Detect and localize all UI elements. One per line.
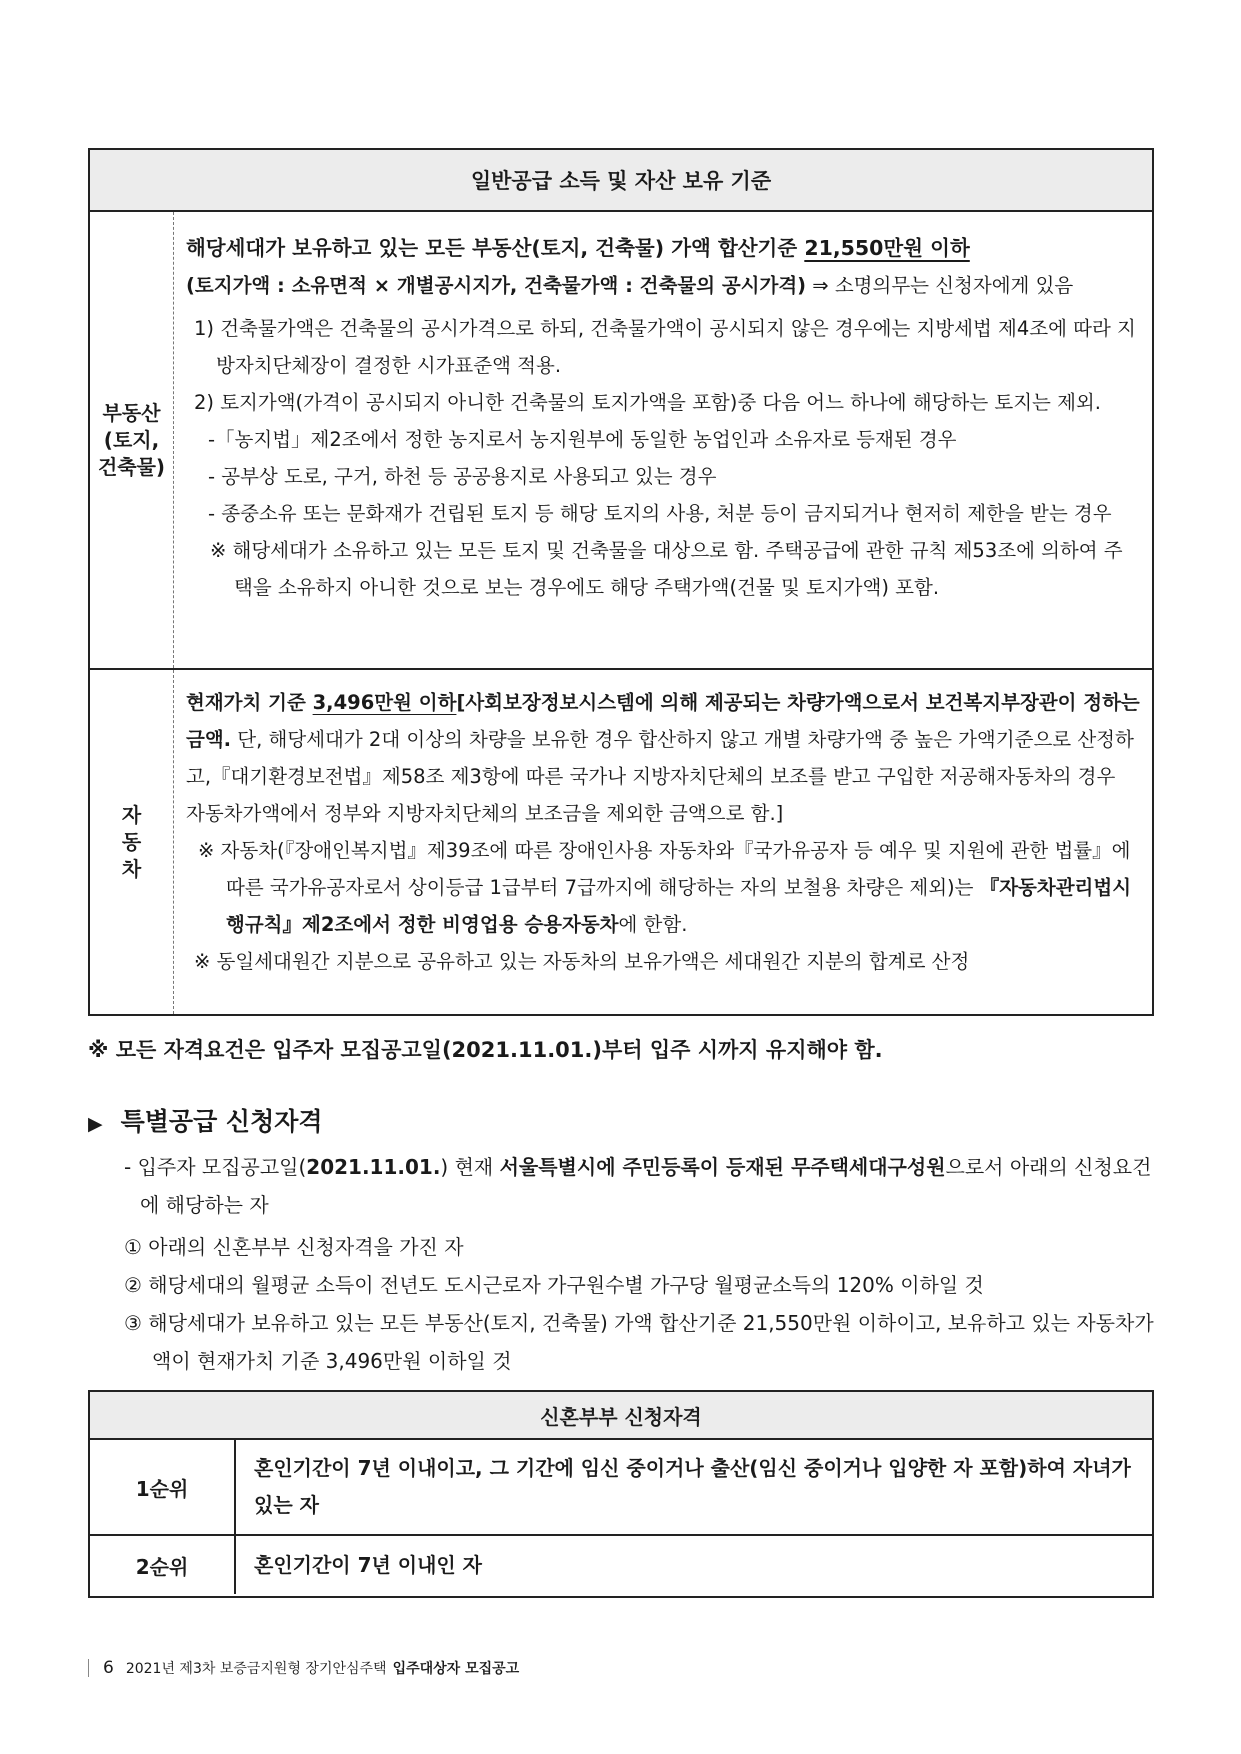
realestate-sub-3: - 종중소유 또는 문화재가 건립된 토지 등 해당 토지의 사용, 처분 등이 금지되거나 현저히 제한을 받는 경우 xyxy=(208,502,1112,525)
section-body xyxy=(124,1148,1159,1380)
realestate-main: 해당세대가 보유하고 있는 모든 부동산(토지, 건축물) 가액 합산기준 21,550만원 이하 xyxy=(186,236,970,260)
section-intro: - 입주자 모집공고일(2021.11.01.) 현재 서울특별시에 주민등록이 등재된 무주택세대구성원으로서 아래의 신청요건에 해당하는 자 xyxy=(124,1155,1152,1217)
page-footer xyxy=(88,1658,519,1678)
triangle-icon: ▶ xyxy=(88,1113,103,1135)
footer-divider xyxy=(88,1659,89,1677)
realestate-label: 부동산 (토지, 건축물) xyxy=(90,212,174,668)
car-main: 현재가치 기준 3,496만원 이하[사회보장정보시스템에 의해 제공되는 차량가액으로서 보건복지부장관이 정하는 금액. 단, 해당세대가 2대 이상의 차량을 보유한 경우 합산하지 않고 개별 차량가액 중 높은 가액기준으로 산정하고,『대기환경보전법』제58조 제3항에 따른 국가나 지방자치단체의 보조를 받고 구입한 저공해자동차의 경우 자동차가액에서 정부와 지방자치단체의 보조금을 제외한 금액으로 함.] xyxy=(186,691,1140,825)
section-item-3: ③ 해당세대가 보유하고 있는 모든 부동산(토지, 건축물) 가액 합산기준 21,550만원 이하이고, 보유하고 있는 자동차가액이 현재가치 기준 3,496만원 이하일 것 xyxy=(124,1311,1154,1373)
section-title: ▶ 특별공급 신청자격 xyxy=(88,1107,323,1136)
realestate-sub-2: - 공부상 도로, 구거, 하천 등 공공용지로 사용되고 있는 경우 xyxy=(208,465,717,488)
footer-title-bold: 입주대상자 모집공고 xyxy=(392,1661,520,1677)
page-number: 6 xyxy=(103,1658,114,1678)
realestate-content xyxy=(174,212,1152,668)
realestate-item-2: 2) 토지가액(가격이 공시되지 아니한 건축물의 토지가액을 포함)중 다음 어느 하나에 해당하는 토지는 제외. xyxy=(194,391,1101,414)
car-note-2: ※ 동일세대원간 지분으로 공유하고 있는 자동차의 보유가액은 세대원간 지분의 합계로 산정 xyxy=(194,950,970,973)
car-row xyxy=(90,670,1152,1014)
table-row xyxy=(90,1440,1152,1536)
realestate-item-1: 1) 건축물가액은 건축물의 공시가격으로 하되, 건축물가액이 공시되지 않은 경우에는 지방세법 제4조에 따라 지방자치단체장이 결정한 시가표준액 적용. xyxy=(194,317,1136,377)
car-note-1: ※ 자동차(『장애인복지법』제39조에 따른 장애인사용 자동차와『국가유공자 등 예우 및 지원에 관한 법률』에 따른 국가유공자로서 상이등급 1급부터 7급까지에 해당하는 자의 보철용 차량은 제외)는 『자동차관리법시행규칙』제2조에서 정한 비영업용 승용자동차에 한함. xyxy=(198,839,1132,936)
realestate-row xyxy=(90,212,1152,670)
footer-title: 2021년 제3차 보증금지원형 장기안심주택 xyxy=(125,1661,387,1677)
criteria-cell: 혼인기간이 7년 이내인 자 xyxy=(254,1552,483,1577)
rank-cell: 1순위 xyxy=(90,1440,236,1534)
table-row xyxy=(90,1536,1152,1594)
section-item-2: ② 해당세대의 월평균 소득이 전년도 도시근로자 가구원수별 가구당 월평균소득의 120% 이하일 것 xyxy=(124,1273,984,1297)
table-header: 일반공급 소득 및 자산 보유 기준 xyxy=(90,150,1152,212)
realestate-note: ※ 해당세대가 소유하고 있는 모든 토지 및 건축물을 대상으로 함. 주택공급에 관한 규칙 제53조에 의하여 주택을 소유하지 아니한 것으로 보는 경우에도 해당 주택가액(건물 및 토지가액) 포함. xyxy=(210,539,1123,599)
realestate-sub-1: -「농지법」제2조에서 정한 농지로서 농지원부에 동일한 농업인과 소유자로 등재된 경우 xyxy=(208,428,957,451)
realestate-formula: (토지가액 : 소유면적 × 개별공시지가, 건축물가액 : 건축물의 공시가격) ⇒ 소명의무는 신청자에게 있음 xyxy=(186,274,1074,297)
newlywed-qualification-table xyxy=(88,1390,1154,1598)
qualification-notice: ※ 모든 자격요건은 입주자 모집공고일(2021.11.01.)부터 입주 시까지 유지해야 함. xyxy=(88,1038,883,1062)
table-header: 신혼부부 신청자격 xyxy=(90,1392,1152,1440)
income-asset-criteria-table xyxy=(88,148,1154,1016)
section-item-1: ① 아래의 신혼부부 신청자격을 가진 자 xyxy=(124,1235,464,1259)
rank-cell: 2순위 xyxy=(90,1536,236,1594)
criteria-cell: 혼인기간이 7년 이내이고, 그 기간에 임신 중이거나 출산(임신 중이거나 입양한 자 포함)하여 자녀가 있는 자 xyxy=(254,1456,1131,1517)
car-label: 자 동 차 xyxy=(90,670,174,1014)
car-content xyxy=(174,670,1152,1014)
